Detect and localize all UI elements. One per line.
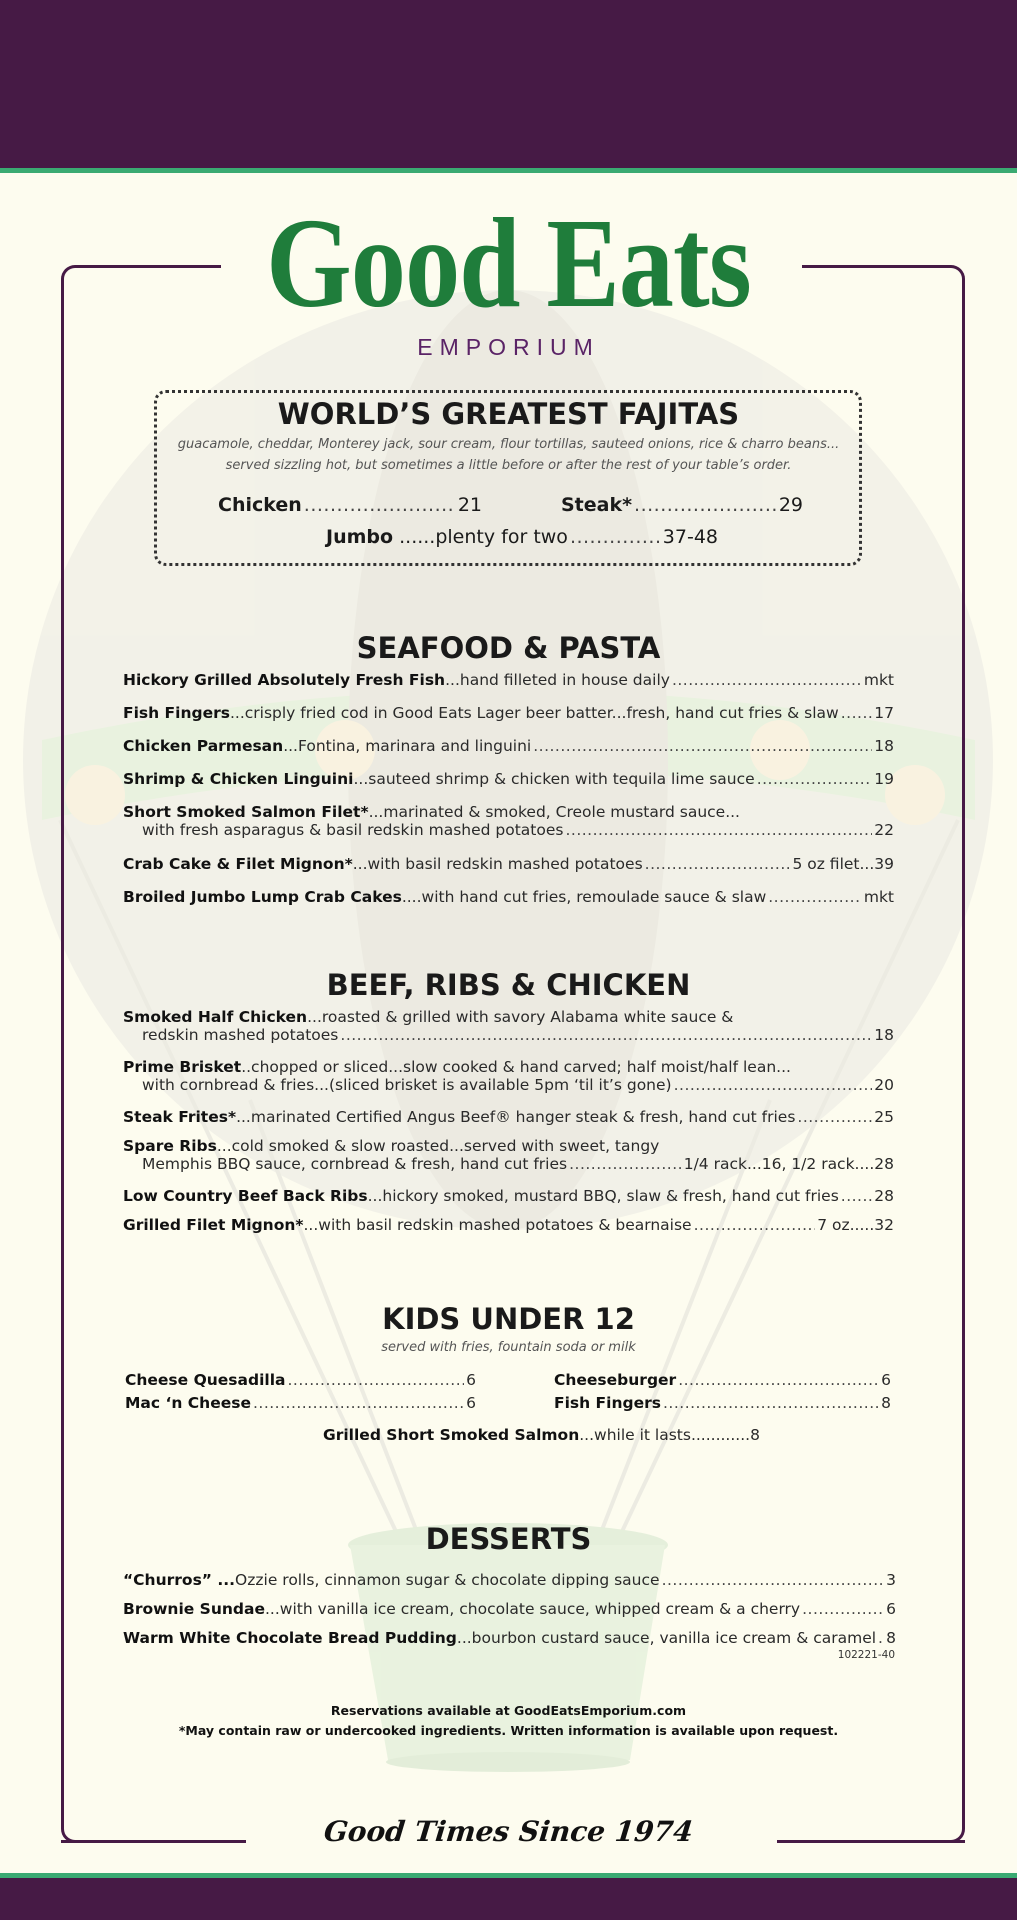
item-desc: ...crisply fried cod in Good Eats Lager beer batter...fresh, hand cut fries & slaw (229, 704, 839, 722)
fajitas-steak (561, 494, 803, 516)
item-name: Grilled Short Smoked Salmon (323, 1426, 580, 1444)
menu-item (123, 671, 894, 689)
item-name: Cheeseburger (554, 1371, 677, 1389)
menu-item (123, 1058, 894, 1094)
menu-code: 102221-40 (837, 1649, 895, 1661)
item-desc: ...Fontina, marinara and linguini (283, 737, 532, 755)
item-price: 6 (466, 1371, 476, 1389)
item-desc: ...cold smoked & slow roasted...served with sweet, tangy (216, 1137, 660, 1155)
item-name: Steak* (561, 494, 633, 516)
item-price: 22 (874, 821, 894, 839)
item-desc: ...with basil redskin mashed potatoes & bearnaise (303, 1216, 692, 1234)
item-name: Hickory Grilled Absolutely Fresh Fish (123, 671, 446, 689)
menu-item (123, 1187, 894, 1205)
item-name: Shrimp & Chicken Linguini (123, 770, 354, 788)
item-price: 6 (886, 1600, 896, 1618)
beef-title: BEEF, RIBS & CHICKEN (326, 968, 691, 1002)
kids-item (554, 1394, 891, 1412)
kids-special (323, 1426, 760, 1444)
item-desc: ...marinated & smoked, Creole mustard sauce... (368, 803, 740, 821)
item-desc: ...roasted & grilled with savory Alabama white sauce & (307, 1008, 734, 1026)
item-price: 28 (874, 1187, 894, 1205)
menu-item (123, 1216, 894, 1234)
item-name: Grilled Filet Mignon* (123, 1216, 304, 1234)
item-price: 8 (886, 1629, 896, 1647)
item-desc: ..chopped or sliced...slow cooked & hand carved; half moist/half lean... (241, 1058, 791, 1076)
kids-title: KIDS UNDER 12 (382, 1302, 635, 1336)
desserts-title: DESSERTS (425, 1522, 592, 1556)
item-name: Jumbo (326, 526, 394, 548)
item-desc: ...marinated Certified Angus Beef® hanger steak & fresh, hand cut fries (236, 1108, 796, 1126)
menu-item (123, 770, 894, 788)
item-price: 19 (874, 770, 894, 788)
menu-item (123, 888, 894, 906)
item-desc: ...while it lasts (579, 1426, 691, 1444)
logo-subtitle: EMPORIUM (417, 334, 600, 360)
item-price: 6 (881, 1371, 891, 1389)
item-name: Fish Fingers (123, 704, 230, 722)
item-desc-2: Memphis BBQ sauce, cornbread & fresh, hand cut fries (142, 1155, 568, 1173)
item-price: 18 (874, 1026, 894, 1044)
item-price: 6 (466, 1394, 476, 1412)
item-price: 18 (874, 737, 894, 755)
menu-item (123, 855, 894, 873)
reservations-note: Reservations available at GoodEatsEmporium.com (330, 1703, 687, 1718)
menu-item (123, 1108, 894, 1126)
menu-item (123, 704, 894, 722)
item-name: Steak Frites* (123, 1108, 237, 1126)
item-desc-2: with cornbread & fries...(sliced brisket is available 5pm ‘til it’s gone) (142, 1076, 672, 1094)
item-dots: ............ (690, 1426, 751, 1444)
menu-item (123, 803, 894, 839)
item-name: Brownie Sundae (123, 1600, 265, 1618)
item-desc: ....with hand cut fries, remoulade sauce & slaw (401, 888, 767, 906)
seafood-title: SEAFOOD & PASTA (356, 631, 661, 665)
item-name: Spare Ribs (123, 1137, 217, 1155)
menu-item (123, 1008, 894, 1044)
item-price: 1/4 rack...16, 1/2 rack....28 (683, 1155, 894, 1173)
kids-item (125, 1394, 476, 1412)
fajitas-desc-2: served sizzling hot, but sometimes a little before or after the rest of your table’s order. (225, 458, 792, 473)
item-name: “Churros” ... (123, 1571, 236, 1589)
menu-item (123, 1137, 894, 1173)
item-price: 8 (750, 1426, 760, 1444)
item-price: 37-48 (662, 526, 718, 548)
item-desc: Ozzie rolls, cinnamon sugar & chocolate dipping sauce (235, 1571, 660, 1589)
item-name: Cheese Quesadilla (125, 1371, 286, 1389)
item-price: 5 oz filet...39 (792, 855, 894, 873)
item-desc: ...bourbon custard sauce, vanilla ice cream & caramel (456, 1629, 877, 1647)
item-name: Prime Brisket (123, 1058, 242, 1076)
item-name: Fish Fingers (554, 1394, 661, 1412)
menu-item (123, 1600, 896, 1618)
item-desc: ...with vanilla ice cream, chocolate sauce, whipped cream & a cherry (264, 1600, 801, 1618)
item-name: Mac ‘n Cheese (125, 1394, 251, 1412)
menu-item (123, 737, 894, 755)
bottom-band (0, 1878, 1017, 1920)
logo-title: Good Eats (266, 192, 751, 334)
tagline: Good Times Since 1974 (322, 1815, 695, 1848)
item-name: Chicken (218, 494, 302, 516)
menu-item (123, 1571, 896, 1589)
item-desc-2: redskin mashed potatoes (142, 1026, 339, 1044)
fajitas-desc-1: guacamole, cheddar, Monterey jack, sour cream, flour tortillas, sauteed onions, rice & charro beans... (177, 437, 840, 452)
kids-item (125, 1371, 476, 1389)
item-price: 21 (457, 494, 482, 516)
fajitas-jumbo (326, 526, 718, 548)
item-name: Broiled Jumbo Lump Crab Cakes (123, 888, 402, 906)
item-price: 7 oz.....32 (817, 1216, 894, 1234)
item-price: 3 (886, 1571, 896, 1589)
fajitas-title: WORLD’S GREATEST FAJITAS (277, 397, 740, 431)
item-desc: ...with basil redskin mashed potatoes (352, 855, 643, 873)
menu-item (123, 1629, 896, 1647)
item-price: 29 (778, 494, 803, 516)
item-name: Low Country Beef Back Ribs (123, 1187, 368, 1205)
item-desc: ...hickory smoked, mustard BBQ, slaw & fresh, hand cut fries (367, 1187, 839, 1205)
item-price: mkt (863, 671, 894, 689)
item-price: 20 (874, 1076, 894, 1094)
item-name: Crab Cake & Filet Mignon* (123, 855, 353, 873)
item-name: Warm White Chocolate Bread Pudding (123, 1629, 457, 1647)
kids-subtitle: served with fries, fountain soda or milk (381, 1340, 636, 1355)
item-desc-2: with fresh asparagus & basil redskin mashed potatoes (142, 821, 564, 839)
kids-item (554, 1371, 891, 1389)
item-price: 17 (874, 704, 894, 722)
item-price: mkt (863, 888, 894, 906)
item-name: Short Smoked Salmon Filet* (123, 803, 369, 821)
item-desc: ......plenty for two (399, 526, 568, 548)
item-price: 8 (881, 1394, 891, 1412)
fajitas-chicken (218, 494, 482, 516)
item-desc: ...sauteed shrimp & chicken with tequila lime sauce (353, 770, 755, 788)
item-name: Chicken Parmesan (123, 737, 284, 755)
item-desc: ...hand filleted in house daily (445, 671, 670, 689)
disclaimer-note: *May contain raw or undercooked ingredients. Written information is available upon request. (178, 1723, 839, 1738)
item-price: 25 (874, 1108, 894, 1126)
item-name: Smoked Half Chicken (123, 1008, 308, 1026)
